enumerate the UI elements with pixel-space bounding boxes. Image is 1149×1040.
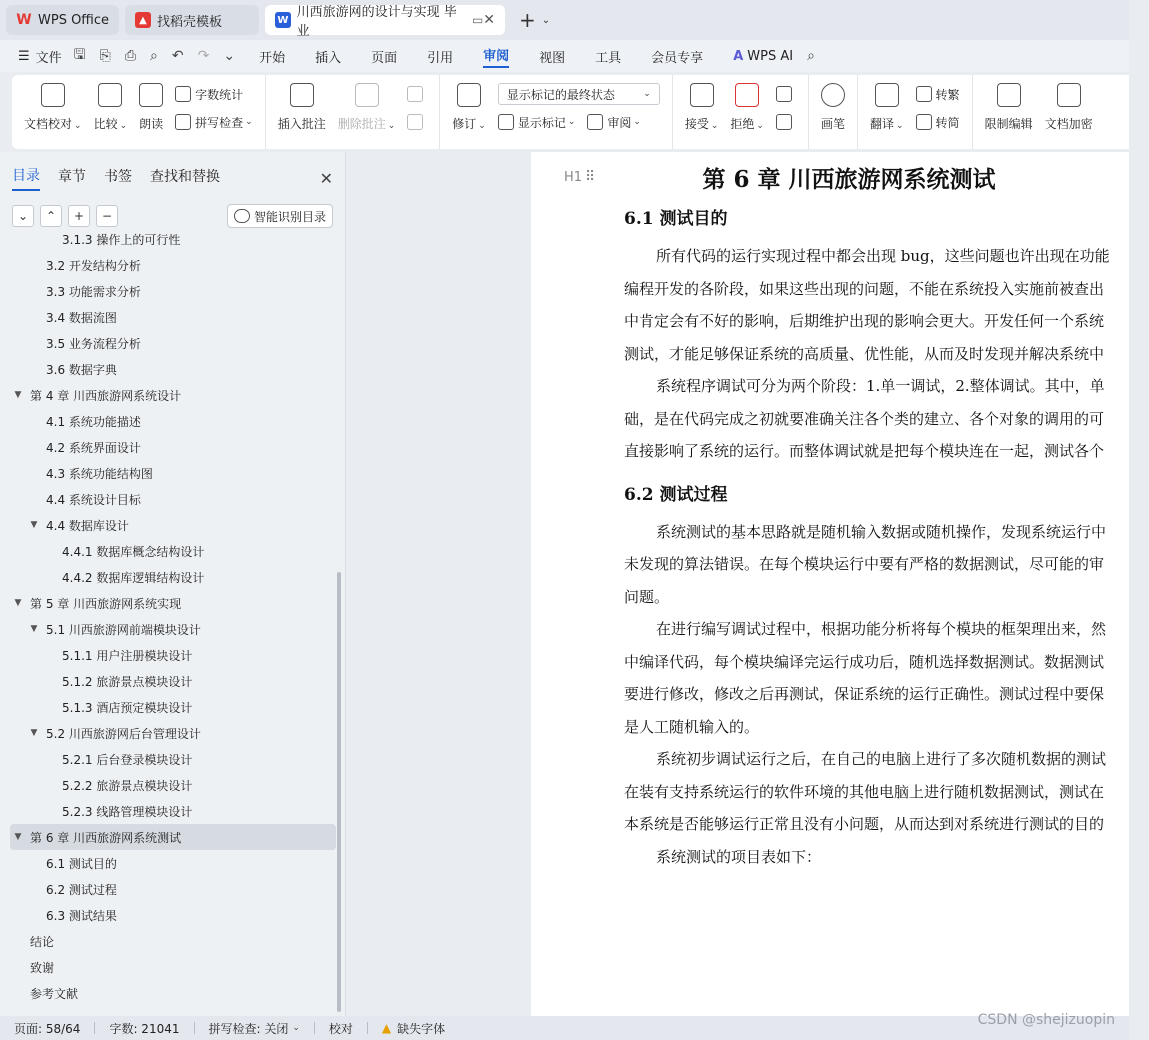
paragraph-line: 未发现的算法错误。在每个模块运行中要有严格的数据测试，尽可能的审: [624, 555, 1105, 573]
word-doc-icon: W: [275, 12, 291, 28]
missing-font-status[interactable]: ▲ 缺失字体: [381, 1021, 446, 1036]
toc-item-label: 3.6 数据字典: [46, 362, 117, 377]
docer-icon: ▲: [135, 12, 151, 28]
previous-comment-icon: [407, 86, 423, 102]
toc-item-label: 6.3 测试结果: [46, 908, 117, 923]
toc-item[interactable]: [10, 538, 336, 564]
accept-button[interactable]: 接受 ⌄: [685, 83, 719, 132]
tab-toc[interactable]: 目录: [12, 165, 40, 191]
toc-item-label: 3.5 业务流程分析: [46, 336, 141, 351]
section-heading: 6.2 测试过程: [624, 484, 728, 505]
tab-tools[interactable]: 工具: [595, 50, 622, 66]
ink-group: [809, 75, 858, 149]
translate-button[interactable]: 翻译 ⌄: [870, 83, 904, 132]
to-traditional-button[interactable]: 转繁: [916, 83, 960, 105]
lock-icon: [1057, 83, 1081, 107]
tab-label: 川西旅游网的设计与实现 毕业: [296, 5, 457, 39]
read-aloud-icon: [139, 83, 163, 107]
drag-handle-icon[interactable]: ⠿: [585, 169, 596, 185]
paragraph-line: 本系统是否能够运行正常且没有小问题，从而达到对系统进行测试的目的: [624, 815, 1105, 833]
tab-sections[interactable]: 章节: [58, 169, 86, 185]
review-pane-icon: [587, 114, 603, 130]
warning-icon: ▲: [381, 1021, 392, 1035]
chevron-down-icon: ⌄: [292, 1023, 300, 1033]
hamburger-icon: ☰: [18, 48, 30, 64]
paragraph-line: 直接影响了系统的运行。而整体调试就是把每个模块连在一起，测试各个: [624, 442, 1105, 460]
more-chevron-icon[interactable]: ⌄: [223, 48, 236, 64]
paragraph-line: 中肯定会有不好的影响，后期维护出现的影响会更大。开发任何一个系统: [624, 312, 1105, 330]
toc-item-label: 第 4 章 川西旅游网系统设计: [30, 388, 182, 403]
file-menu[interactable]: ☰ 文件: [18, 48, 62, 66]
expand-chevron-down-icon[interactable]: ⌄: [12, 205, 34, 227]
next-comment-icon: [407, 114, 423, 130]
tab-view[interactable]: 视图: [539, 50, 566, 66]
pen-button[interactable]: 画笔: [821, 83, 845, 132]
toc-item-label: 5.2 川西旅游网后台管理设计: [46, 726, 201, 741]
to-simplified-button[interactable]: 转简: [916, 111, 960, 133]
toc-item[interactable]: [10, 694, 336, 720]
toc-item-label: 3.3 功能需求分析: [46, 284, 141, 299]
tab-bookmarks[interactable]: 书签: [104, 169, 132, 185]
next-change-button[interactable]: [776, 111, 796, 133]
next-change-icon: [776, 114, 792, 130]
expand-arrow-icon[interactable]: ▼: [14, 390, 22, 400]
doc-check-button[interactable]: 文档校对 ⌄: [24, 83, 82, 132]
expand-arrow-icon[interactable]: ▼: [30, 728, 38, 738]
toc-item-label: 5.1.3 酒店预定模块设计: [62, 700, 193, 715]
document-body[interactable]: [624, 162, 1129, 873]
review-pane-button[interactable]: 审阅 ⌄: [587, 114, 641, 131]
tab-find-replace[interactable]: 查找和替换: [150, 169, 220, 185]
heading-marker[interactable]: H1: [564, 170, 583, 185]
section-heading: 6.1 测试目的: [624, 209, 728, 229]
next-comment-button[interactable]: [407, 111, 427, 133]
toc-item-label: 参考文献: [30, 986, 79, 1001]
wps-ai-icon: A: [733, 48, 744, 64]
reject-icon: [735, 83, 759, 107]
toc-item-label: 5.1 川西旅游网前端模块设计: [46, 622, 201, 637]
spell-check-button[interactable]: 拼写检查 ⌄: [175, 111, 253, 133]
simplified-icon: [916, 114, 932, 130]
toc-item[interactable]: [10, 460, 336, 486]
toc-item-label: 4.4.1 数据库概念结构设计: [62, 544, 205, 559]
restrict-edit-icon: [997, 83, 1021, 107]
tab-member[interactable]: 会员专享: [651, 50, 704, 66]
smart-toc-icon: [234, 209, 250, 223]
expand-arrow-icon[interactable]: ▼: [14, 598, 22, 608]
spell-check-status[interactable]: 拼写检查: 关闭 ⌄: [208, 1021, 300, 1036]
toc-item[interactable]: [10, 876, 336, 902]
previous-comment-button[interactable]: [407, 83, 427, 105]
add-heading-icon[interactable]: +: [68, 205, 90, 227]
revise-button[interactable]: 修订 ⌄: [452, 83, 486, 132]
tab-insert[interactable]: 插入: [315, 50, 342, 66]
outline-scrollbar[interactable]: [337, 572, 341, 1012]
toc-item[interactable]: [10, 798, 336, 824]
search-icon[interactable]: ⌕: [807, 48, 815, 64]
toc-item-label: 5.2.2 旅游景点模块设计: [62, 778, 193, 793]
toc-item-label: 致谢: [30, 960, 55, 975]
toc-item-label: 4.1 系统功能描述: [46, 414, 141, 429]
toc-item-label: 5.1.2 旅游景点模块设计: [62, 674, 193, 689]
collapse-chevron-up-icon[interactable]: ⌃: [40, 205, 62, 227]
toc-item[interactable]: [10, 564, 336, 590]
review-ribbon: [12, 75, 1129, 149]
paragraph-line: 中编译代码，每个模块编译完运行成功后，随机选择数据测试。数据测试: [624, 652, 1105, 671]
pen-icon: [821, 83, 845, 107]
toc-item-label: 4.2 系统界面设计: [46, 440, 141, 455]
toc-item[interactable]: [10, 850, 336, 876]
proofing-group: [12, 75, 266, 149]
menu-bar: [0, 40, 1129, 72]
page-indicator[interactable]: 页面: 58/64: [14, 1021, 81, 1036]
tab-label: WPS Office: [38, 12, 110, 28]
count-spell-column: [175, 83, 253, 139]
monitor-icon[interactable]: ▭: [471, 13, 484, 27]
tracking-group: [440, 75, 673, 149]
revise-icon: [457, 83, 481, 107]
tab-current-document[interactable]: [265, 5, 505, 39]
close-tab-icon[interactable]: ✕: [483, 12, 496, 28]
compare-icon: [98, 83, 122, 107]
spell-check-icon: [175, 114, 191, 130]
toc-item-label: 6.1 测试目的: [46, 856, 117, 871]
insert-comment-button[interactable]: 插入批注: [278, 83, 326, 132]
toc-toolbar: [0, 192, 345, 228]
word-count-button[interactable]: 字数统计: [175, 83, 253, 105]
toc-item[interactable]: [10, 928, 336, 954]
document-area: [347, 152, 1129, 1016]
show-markup-button[interactable]: 显示标记 ⌄: [498, 114, 576, 131]
delete-comment-button[interactable]: 删除批注 ⌄: [338, 83, 396, 132]
toc-outline: [10, 232, 336, 1010]
toc-item[interactable]: [10, 746, 336, 772]
markup-column: [498, 83, 660, 133]
toc-item[interactable]: [10, 512, 336, 538]
toc-item[interactable]: [10, 642, 336, 668]
toc-item[interactable]: [10, 902, 336, 928]
toc-item-label: 3.1.3 操作上的可行性: [62, 232, 181, 247]
tab-page[interactable]: 页面: [371, 50, 398, 66]
wps-logo-icon: W: [16, 12, 32, 28]
tab-review[interactable]: 审阅: [483, 45, 509, 68]
comment-nav-column: [407, 83, 427, 139]
toc-item[interactable]: [10, 616, 336, 642]
toc-item[interactable]: [10, 954, 336, 980]
read-aloud-button[interactable]: 朗读: [139, 83, 163, 132]
translate-icon: [875, 83, 899, 107]
toc-item-label: 4.4 数据库设计: [46, 518, 129, 533]
toc-item[interactable]: [10, 668, 336, 694]
markup-state-select[interactable]: 显示标记的最终状态 ⌄: [498, 83, 660, 105]
toc-item-label: 结论: [30, 934, 55, 949]
tab-label: 找稻壳模板: [157, 14, 223, 30]
tab-home[interactable]: 开始: [259, 50, 286, 66]
status-bar: [0, 1016, 1129, 1040]
remove-heading-icon[interactable]: −: [96, 205, 118, 227]
wps-ai-button[interactable]: A WPS AI: [733, 48, 794, 64]
paragraph-line: 测试，才能足够保证系统的高质量、优性能，从而及时发现并解决系统中: [624, 344, 1105, 363]
paragraph-line: 所有代码的运行实现过程中都会出现 bug，这些问题也许出现在功能: [656, 247, 1110, 265]
toc-item[interactable]: [10, 408, 336, 434]
paragraph-line: 问题。: [624, 587, 670, 606]
paragraph-line: 在装有支持系统运行的软件环境的其他电脑上进行随机数据测试，测试在: [624, 782, 1105, 801]
toc-item[interactable]: [10, 330, 336, 356]
toc-item-label: 4.3 系统功能结构图: [46, 466, 153, 481]
toc-item[interactable]: [10, 720, 336, 746]
delete-comment-icon: [355, 83, 379, 107]
toc-item-label: 4.4.2 数据库逻辑结构设计: [62, 570, 205, 585]
toc-item[interactable]: [10, 590, 336, 616]
toc-item-label: 3.2 开发结构分析: [46, 258, 141, 273]
print-preview-icon[interactable]: ⌕: [150, 48, 158, 64]
new-tab-icon[interactable]: +: [519, 8, 536, 32]
toc-item-label: 第 6 章 川西旅游网系统测试: [30, 830, 182, 845]
toc-item[interactable]: [10, 226, 336, 252]
toc-item-label: 第 5 章 川西旅游网系统实现: [30, 596, 182, 611]
watermark: CSDN @shejizuopin: [977, 1012, 1115, 1028]
language-group: [858, 75, 973, 149]
paragraph-line: 编程开发的各阶段，如果这些出现的问题，不能在系统投入实施前被查出: [624, 279, 1105, 298]
reject-button[interactable]: 拒绝 ⌄: [730, 83, 764, 132]
toc-item[interactable]: [10, 980, 336, 1006]
paragraph-line: 系统测试的基本思路就是随机输入数据或随机操作，发现系统运行中: [656, 522, 1107, 541]
insert-comment-icon: [290, 83, 314, 107]
protect-group: [973, 75, 1105, 149]
paragraph-line: 础，是在代码完成之初就要准确关注各个类的建立、各个对象的调用的可: [624, 409, 1105, 428]
previous-change-icon: [776, 86, 792, 102]
tab-docer-templates[interactable]: [125, 5, 259, 35]
toc-item-label: 5.1.1 用户注册模块设计: [62, 648, 193, 663]
navigation-pane: [0, 152, 346, 1016]
chinese-convert-column: [916, 83, 960, 139]
redo-icon[interactable]: ↷: [197, 48, 210, 64]
paragraph-line: 在进行编写调试过程中，根据功能分析将每个模块的框架理出来，然: [656, 620, 1107, 638]
markup-row: [498, 111, 660, 133]
encrypt-button[interactable]: 文档加密: [1045, 83, 1093, 132]
word-count[interactable]: 字数: 21041: [109, 1021, 180, 1036]
toc-item-label: 5.2.3 线路管理模块设计: [62, 804, 193, 819]
doc-check-icon: [41, 83, 65, 107]
expand-arrow-icon[interactable]: ▼: [14, 832, 22, 842]
chevron-down-icon[interactable]: ⌄: [541, 14, 551, 26]
toc-item[interactable]: [10, 304, 336, 330]
toc-item-label: 4.4 系统设计目标: [46, 492, 141, 507]
paragraph-line: 要进行修改，修改之后再测试，保证系统的运行正确性。测试过程中要保: [624, 685, 1105, 703]
show-markup-icon: [498, 114, 514, 130]
toc-item[interactable]: [10, 252, 336, 278]
share-icon[interactable]: ⎘: [99, 48, 111, 64]
toc-item[interactable]: [10, 772, 336, 798]
restrict-edit-button[interactable]: 限制编辑: [985, 83, 1033, 132]
tab-references[interactable]: 引用: [427, 50, 454, 66]
word-count-icon: [175, 86, 191, 102]
toc-item[interactable]: [10, 278, 336, 304]
tab-wps-office[interactable]: [6, 5, 119, 35]
traditional-icon: [916, 86, 932, 102]
expand-arrow-icon[interactable]: ▼: [30, 624, 38, 634]
paragraph-line: 系统测试的项目表如下：: [656, 847, 822, 866]
toc-item[interactable]: [10, 356, 336, 382]
paragraph-line: 系统程序调试可分为两个阶段：1.单一调试，2.整体调试。其中，单: [656, 377, 1105, 395]
comments-group: [266, 75, 441, 149]
change-nav-column: [776, 83, 796, 139]
accept-icon: [690, 83, 714, 107]
smart-toc-button[interactable]: 智能识别目录: [227, 204, 333, 228]
proof-status[interactable]: 校对: [328, 1021, 353, 1036]
previous-change-button[interactable]: [776, 83, 796, 105]
toc-item[interactable]: [10, 486, 336, 512]
paragraph-line: 系统初步调试运行之后，在自己的电脑上进行了多次随机数据的测试: [656, 750, 1107, 768]
toc-item-label: 6.2 测试过程: [46, 882, 117, 897]
toc-item[interactable]: [10, 824, 336, 850]
save-icon[interactable]: 🖫: [73, 47, 86, 63]
expand-arrow-icon[interactable]: ▼: [30, 520, 38, 530]
chapter-title: 第 6 章 川西旅游网系统测试: [702, 166, 996, 193]
chevron-down-icon: ⌄: [643, 89, 651, 99]
compare-button[interactable]: 比较 ⌄: [94, 83, 128, 132]
close-icon[interactable]: ✕: [319, 168, 333, 188]
toc-item-label: 5.2.1 后台登录模块设计: [62, 752, 193, 767]
print-icon[interactable]: ⎙: [124, 48, 137, 64]
undo-icon[interactable]: ↶: [171, 48, 184, 64]
changes-group: [673, 75, 809, 149]
paragraph-line: 是人工随机输入的。: [624, 717, 760, 736]
nav-tabs: [0, 152, 345, 192]
title-tab-bar: [0, 0, 1129, 40]
toc-item[interactable]: [10, 382, 336, 408]
toc-item[interactable]: [10, 434, 336, 460]
toc-item-label: 3.4 数据流图: [46, 310, 117, 325]
